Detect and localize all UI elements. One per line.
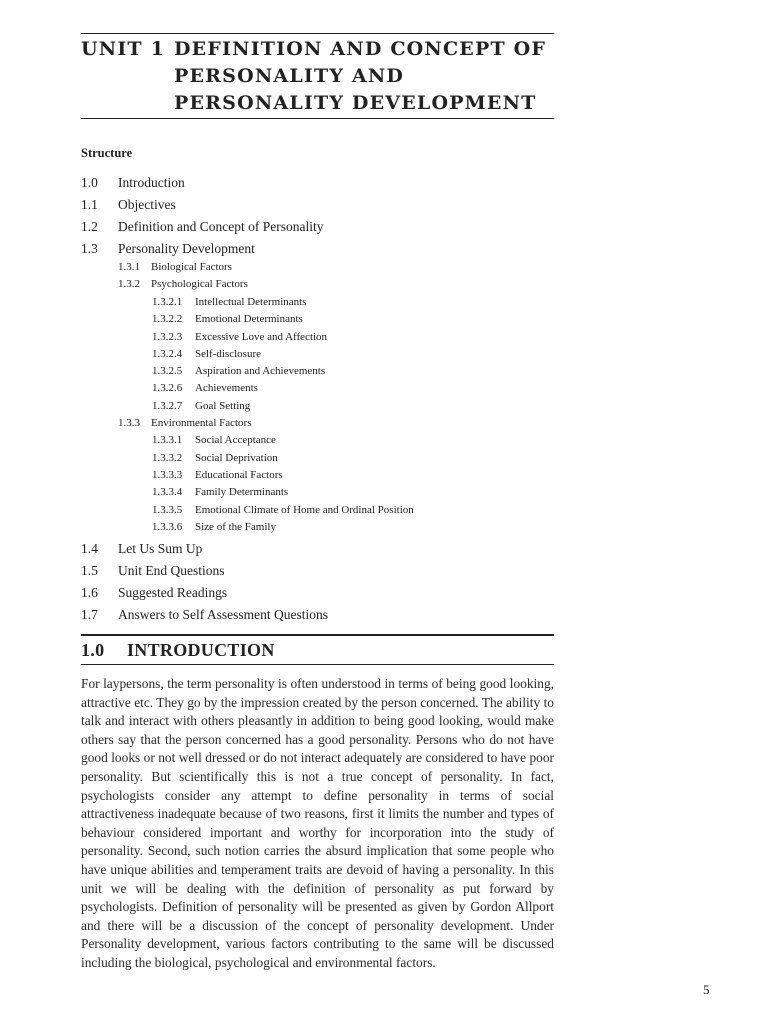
toc-item-number: 1.3.2.6 (152, 382, 183, 394)
toc-item-title: Personality Development (118, 241, 255, 256)
toc-item-number: 1.3.3.3 (152, 469, 183, 481)
toc-item (152, 348, 261, 360)
toc-item-number: 1.3.2.4 (152, 348, 183, 360)
section-number: 1.0 (81, 640, 105, 660)
introduction-paragraph: For laypersons, the term personality is often understood in terms of being good looking, attractive etc. They go by the impression created by the person concerned. The ability to talk and interact with others pleasantly in addition to being good looking, would make others say that the person concerned has a good personality. Persons who do not have good looks or not well dressed or do not interact adequately are considered to have poor personality. But scientifically this is not a true concept of personality. In fact, psychologists consider any attempt to define personality in terms of social attractiveness inadequate because of two reasons, first it limits the number and types of behaviour considered important and worthy for incorporation into the study of personality. Second, such notion carries the absurd implication that some people who have unique abilities and temperament traits are devoid of having a personality. In this unit we will be dealing with the definition of personality as put forward by psychologists. Definition of personality will be presented as given by Gordon Allport and there will be a discussion of the concept of personality development. Under Personality development, various factors contributing to the same will be discussed including the biological, psychological and environmental factors. (81, 676, 554, 970)
toc-item-title: Educational Factors (195, 469, 283, 481)
toc-item (152, 365, 325, 377)
page-number: 5 (703, 982, 710, 997)
toc-item-number: 1.3.3.5 (152, 504, 183, 516)
toc-item (152, 313, 303, 325)
toc-item-title: Suggested Readings (118, 585, 228, 600)
toc-item-title: Family Determinants (195, 486, 289, 498)
toc-item (81, 585, 227, 601)
toc-item-number: 1.3.2.5 (152, 365, 183, 377)
toc-item-title: Excessive Love and Affection (195, 331, 328, 343)
toc-item-number: 1.7 (81, 607, 98, 622)
toc-item-title: Answers to Self Assessment Questions (118, 607, 328, 622)
section-heading (81, 640, 275, 661)
toc-item-number: 1.3.3.6 (152, 521, 183, 533)
toc-item-title: Goal Setting (195, 400, 251, 412)
toc-item-number: 1.3.3.2 (152, 452, 183, 464)
toc-item-number: 1.3.2.1 (152, 296, 183, 308)
toc-item-title: Introduction (118, 175, 185, 190)
toc-item (81, 541, 202, 557)
toc-item (152, 434, 276, 446)
toc-item-number: 1.3.3.4 (152, 486, 183, 498)
toc-item-title: Environmental Factors (151, 417, 252, 429)
toc-item (118, 278, 248, 290)
toc-item (152, 521, 276, 533)
section-bottom-rule (81, 664, 554, 665)
toc-item (152, 400, 250, 412)
unit-number: UNIT 1 (81, 38, 165, 60)
toc-item (81, 607, 328, 623)
toc-item-title: Emotional Determinants (195, 313, 303, 325)
toc-item-number: 1.3.2 (118, 278, 140, 290)
toc-item (152, 504, 414, 516)
toc-item-title: Intellectual Determinants (195, 296, 307, 308)
toc-item-number: 1.1 (81, 197, 98, 212)
toc-item-title: Achievements (195, 382, 258, 394)
toc-item-title: Let Us Sum Up (118, 541, 203, 556)
toc-item-number: 1.3.2.7 (152, 400, 183, 412)
toc-item (152, 452, 278, 464)
toc-item-title: Size of the Family (195, 521, 276, 533)
toc-item-number: 1.6 (81, 585, 98, 600)
toc-item (152, 296, 306, 308)
toc-item-number: 1.0 (81, 175, 98, 190)
toc-item-title: Social Acceptance (195, 434, 276, 446)
toc-item-title: Objectives (118, 197, 176, 212)
toc-item-title: Definition and Concept of Personality (118, 219, 324, 234)
toc-item (81, 241, 255, 257)
toc-item (152, 469, 283, 481)
toc-item (81, 175, 185, 191)
toc-item-title: Social Deprivation (195, 452, 278, 464)
toc-item (152, 331, 327, 343)
toc-item-title: Self-disclosure (195, 348, 261, 360)
toc-item (81, 219, 323, 235)
toc-item-number: 1.3.3.1 (152, 434, 183, 446)
toc-item (152, 382, 258, 394)
toc-item-title: Unit End Questions (118, 563, 225, 578)
structure-label: Structure (81, 146, 133, 160)
toc-item-title: Psychological Factors (151, 278, 248, 290)
top-rule (81, 33, 554, 34)
heading-bottom-rule (81, 118, 554, 119)
toc-item-title: Biological Factors (151, 261, 232, 273)
toc-item-number: 1.4 (81, 541, 98, 556)
toc-item-number: 1.3.2.2 (152, 313, 183, 325)
toc-item-number: 1.2 (81, 219, 98, 234)
toc-item-number: 1.3.3 (118, 417, 140, 429)
section-title: INTRODUCTION (127, 640, 275, 660)
toc-item-number: 1.5 (81, 563, 98, 578)
toc-item-number: 1.3 (81, 241, 98, 256)
toc-item-number: 1.3.2.3 (152, 331, 183, 343)
toc-item-title: Emotional Climate of Home and Ordinal Position (195, 504, 414, 516)
toc-item (118, 261, 232, 273)
toc-item-number: 1.3.1 (118, 261, 140, 273)
section-top-rule (81, 634, 554, 636)
toc-item-title: Aspiration and Achievements (195, 365, 326, 377)
unit-title: DEFINITION AND CONCEPT OF PERSONALITY AND PERSONALITY DEVELOPMENT (174, 38, 547, 114)
toc-item (81, 563, 225, 579)
toc-item (118, 417, 252, 429)
toc-item (81, 197, 176, 213)
toc-item (152, 486, 288, 498)
